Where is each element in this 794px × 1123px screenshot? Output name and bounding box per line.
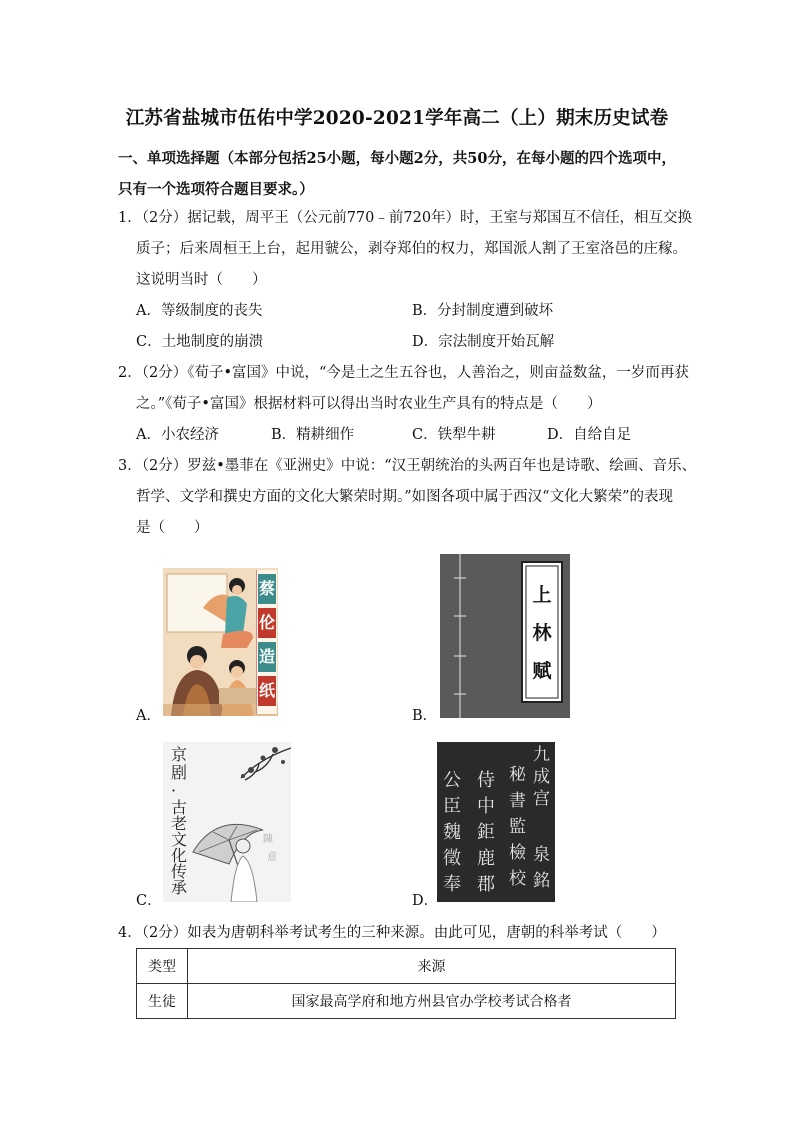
opera-char-gu: 古 bbox=[171, 798, 188, 817]
q1-option-d: D．宗法制度开始瓦解 bbox=[412, 334, 555, 350]
opera-char-cheng: 承 bbox=[171, 878, 188, 897]
rubbing-c1-2: 成 bbox=[533, 767, 550, 787]
papermaking-title-band bbox=[256, 570, 277, 714]
q1-stem-line1: 1．（2分）据记载，周平王（公元前770﹣前720年）时，王室与郑国互不信任，相互交换 bbox=[118, 210, 693, 226]
rubbing-c4-1: 公 bbox=[443, 770, 461, 791]
opera-char-hua: 化 bbox=[171, 846, 188, 865]
rubbing-column-2 bbox=[509, 762, 529, 892]
rubbing-c3-1: 侍 bbox=[477, 770, 495, 791]
rubbing-c4-5: 奉 bbox=[443, 874, 461, 895]
book-title-char-2: 林 bbox=[532, 622, 552, 644]
q3-image-d bbox=[437, 742, 555, 902]
section-heading-line1: 一、单项选择题（本部分包括25小题，每小题2分，共50分，在每小题的四个选项中， bbox=[118, 150, 676, 167]
rubbing-c4-3: 魏 bbox=[443, 822, 461, 843]
title-char-lun: 伦 bbox=[258, 608, 276, 638]
q3-image-a bbox=[163, 568, 278, 716]
q2-option-a: A．小农经济 bbox=[136, 427, 219, 443]
table-row bbox=[137, 984, 676, 1019]
q1-option-a: A．等级制度的丧失 bbox=[136, 303, 263, 319]
rubbing-c2-1: 秘 bbox=[509, 765, 526, 785]
rubbing-c3-3: 鉅 bbox=[477, 822, 495, 843]
svg-text:意: 意 bbox=[267, 852, 277, 863]
exam-source-table bbox=[136, 948, 676, 1019]
q3-stem-line1: 3．（2分）罗兹•墨菲在《亚洲史》中说：“汉王朝统治的头两百年也是诗歌、绘画、音乐、 bbox=[118, 458, 697, 474]
rubbing-c2-3: 監 bbox=[509, 817, 526, 837]
opera-title-column-2 bbox=[171, 800, 189, 896]
q3-option-c-label: C． bbox=[136, 893, 162, 909]
opera-char-dot: · bbox=[171, 781, 177, 800]
table-header-source: 来源 bbox=[188, 949, 676, 984]
q2-option-d: D．自给自足 bbox=[547, 427, 632, 443]
opera-char-jing: 京 bbox=[171, 745, 188, 764]
q3-stem-line3: 是（ ） bbox=[136, 520, 209, 536]
rubbing-c2-5: 校 bbox=[509, 869, 526, 889]
rubbing-column-1 bbox=[533, 744, 553, 810]
q2-stem-line2: 之。”《荀子•富国》根据材料可以得出当时农业生产具有的特点是（ ） bbox=[136, 396, 602, 412]
book-title-char-3: 赋 bbox=[532, 660, 552, 682]
q1-option-c: C．土地制度的崩溃 bbox=[136, 334, 264, 350]
rubbing-c3-4: 鹿 bbox=[477, 848, 495, 869]
q3-image-c bbox=[163, 742, 291, 902]
opera-char-wen: 文 bbox=[171, 830, 188, 849]
rubbing-column-5 bbox=[533, 842, 553, 894]
rubbing-c2-4: 檢 bbox=[509, 843, 526, 863]
svg-text:陳: 陳 bbox=[263, 834, 273, 845]
q3-stem-line2: 哲学、文学和撰史方面的文化大繁荣时期。”如图各项中属于西汉“文化大繁荣”的表现 bbox=[136, 489, 673, 505]
rubbing-c5-2: 銘 bbox=[533, 871, 550, 891]
rubbing-c3-5: 郡 bbox=[477, 874, 495, 895]
q3-image-b bbox=[440, 554, 570, 718]
rubbing-c1-3: 宫 bbox=[533, 789, 550, 809]
table-cell-source: 国家最高学府和地方州县官办学校考试合格者 bbox=[188, 984, 676, 1019]
rubbing-c4-2: 臣 bbox=[443, 796, 461, 817]
title-char-cai: 蔡 bbox=[258, 574, 276, 604]
rubbing-c1-1: 九 bbox=[533, 745, 550, 765]
q2-option-c: C．铁犁牛耕 bbox=[412, 427, 496, 443]
q3-option-d-label: D． bbox=[412, 893, 439, 909]
q1-stem-line2: 质子；后来周桓王上台，起用虢公，剥夺郑伯的权力，郑国派人割了王室洛邑的庄稼。 bbox=[136, 241, 687, 257]
table-header-type: 类型 bbox=[137, 949, 188, 984]
rubbing-c2-2: 書 bbox=[509, 791, 526, 811]
rubbing-column-4 bbox=[443, 768, 465, 898]
rubbing-column-3 bbox=[477, 768, 499, 898]
table-header-row bbox=[137, 949, 676, 984]
q3-option-b-label: B． bbox=[412, 708, 438, 724]
opera-title-column-1 bbox=[171, 746, 189, 800]
opera-char-lao: 老 bbox=[171, 814, 188, 833]
table-cell-type: 生徒 bbox=[137, 984, 188, 1019]
q2-option-b: B．精耕细作 bbox=[271, 427, 355, 443]
rubbing-c4-4: 徵 bbox=[443, 848, 461, 869]
rubbing-c3-2: 中 bbox=[477, 796, 495, 817]
book-title-char-1: 上 bbox=[532, 584, 552, 606]
title-char-zhi: 纸 bbox=[258, 676, 276, 706]
rubbing-c5-1: 泉 bbox=[533, 845, 550, 865]
opera-char-ju: 剧 bbox=[171, 763, 188, 782]
q1-option-b: B．分封制度遭到破坏 bbox=[412, 303, 554, 319]
section-heading-line2: 只有一个选项符合题目要求。） bbox=[118, 181, 314, 198]
q1-stem-line3: 这说明当时（ ） bbox=[136, 272, 267, 288]
q4-stem-line1: 4．（2分）如表为唐朝科举考试考生的三种来源。由此可见，唐朝的科举考试（ ） bbox=[118, 925, 666, 941]
q2-stem-line1: 2．（2分）《荀子•富国》中说，“今是土之生五谷也，人善治之，则亩益数盆，一岁而再获 bbox=[118, 365, 689, 381]
q3-option-a-label: A． bbox=[136, 708, 161, 724]
opera-char-chuan: 传 bbox=[171, 862, 188, 881]
page-title: 江苏省盐城市伍佑中学2020-2021学年高二（上）期末历史试卷 bbox=[125, 108, 669, 129]
title-char-zao: 造 bbox=[258, 642, 276, 672]
